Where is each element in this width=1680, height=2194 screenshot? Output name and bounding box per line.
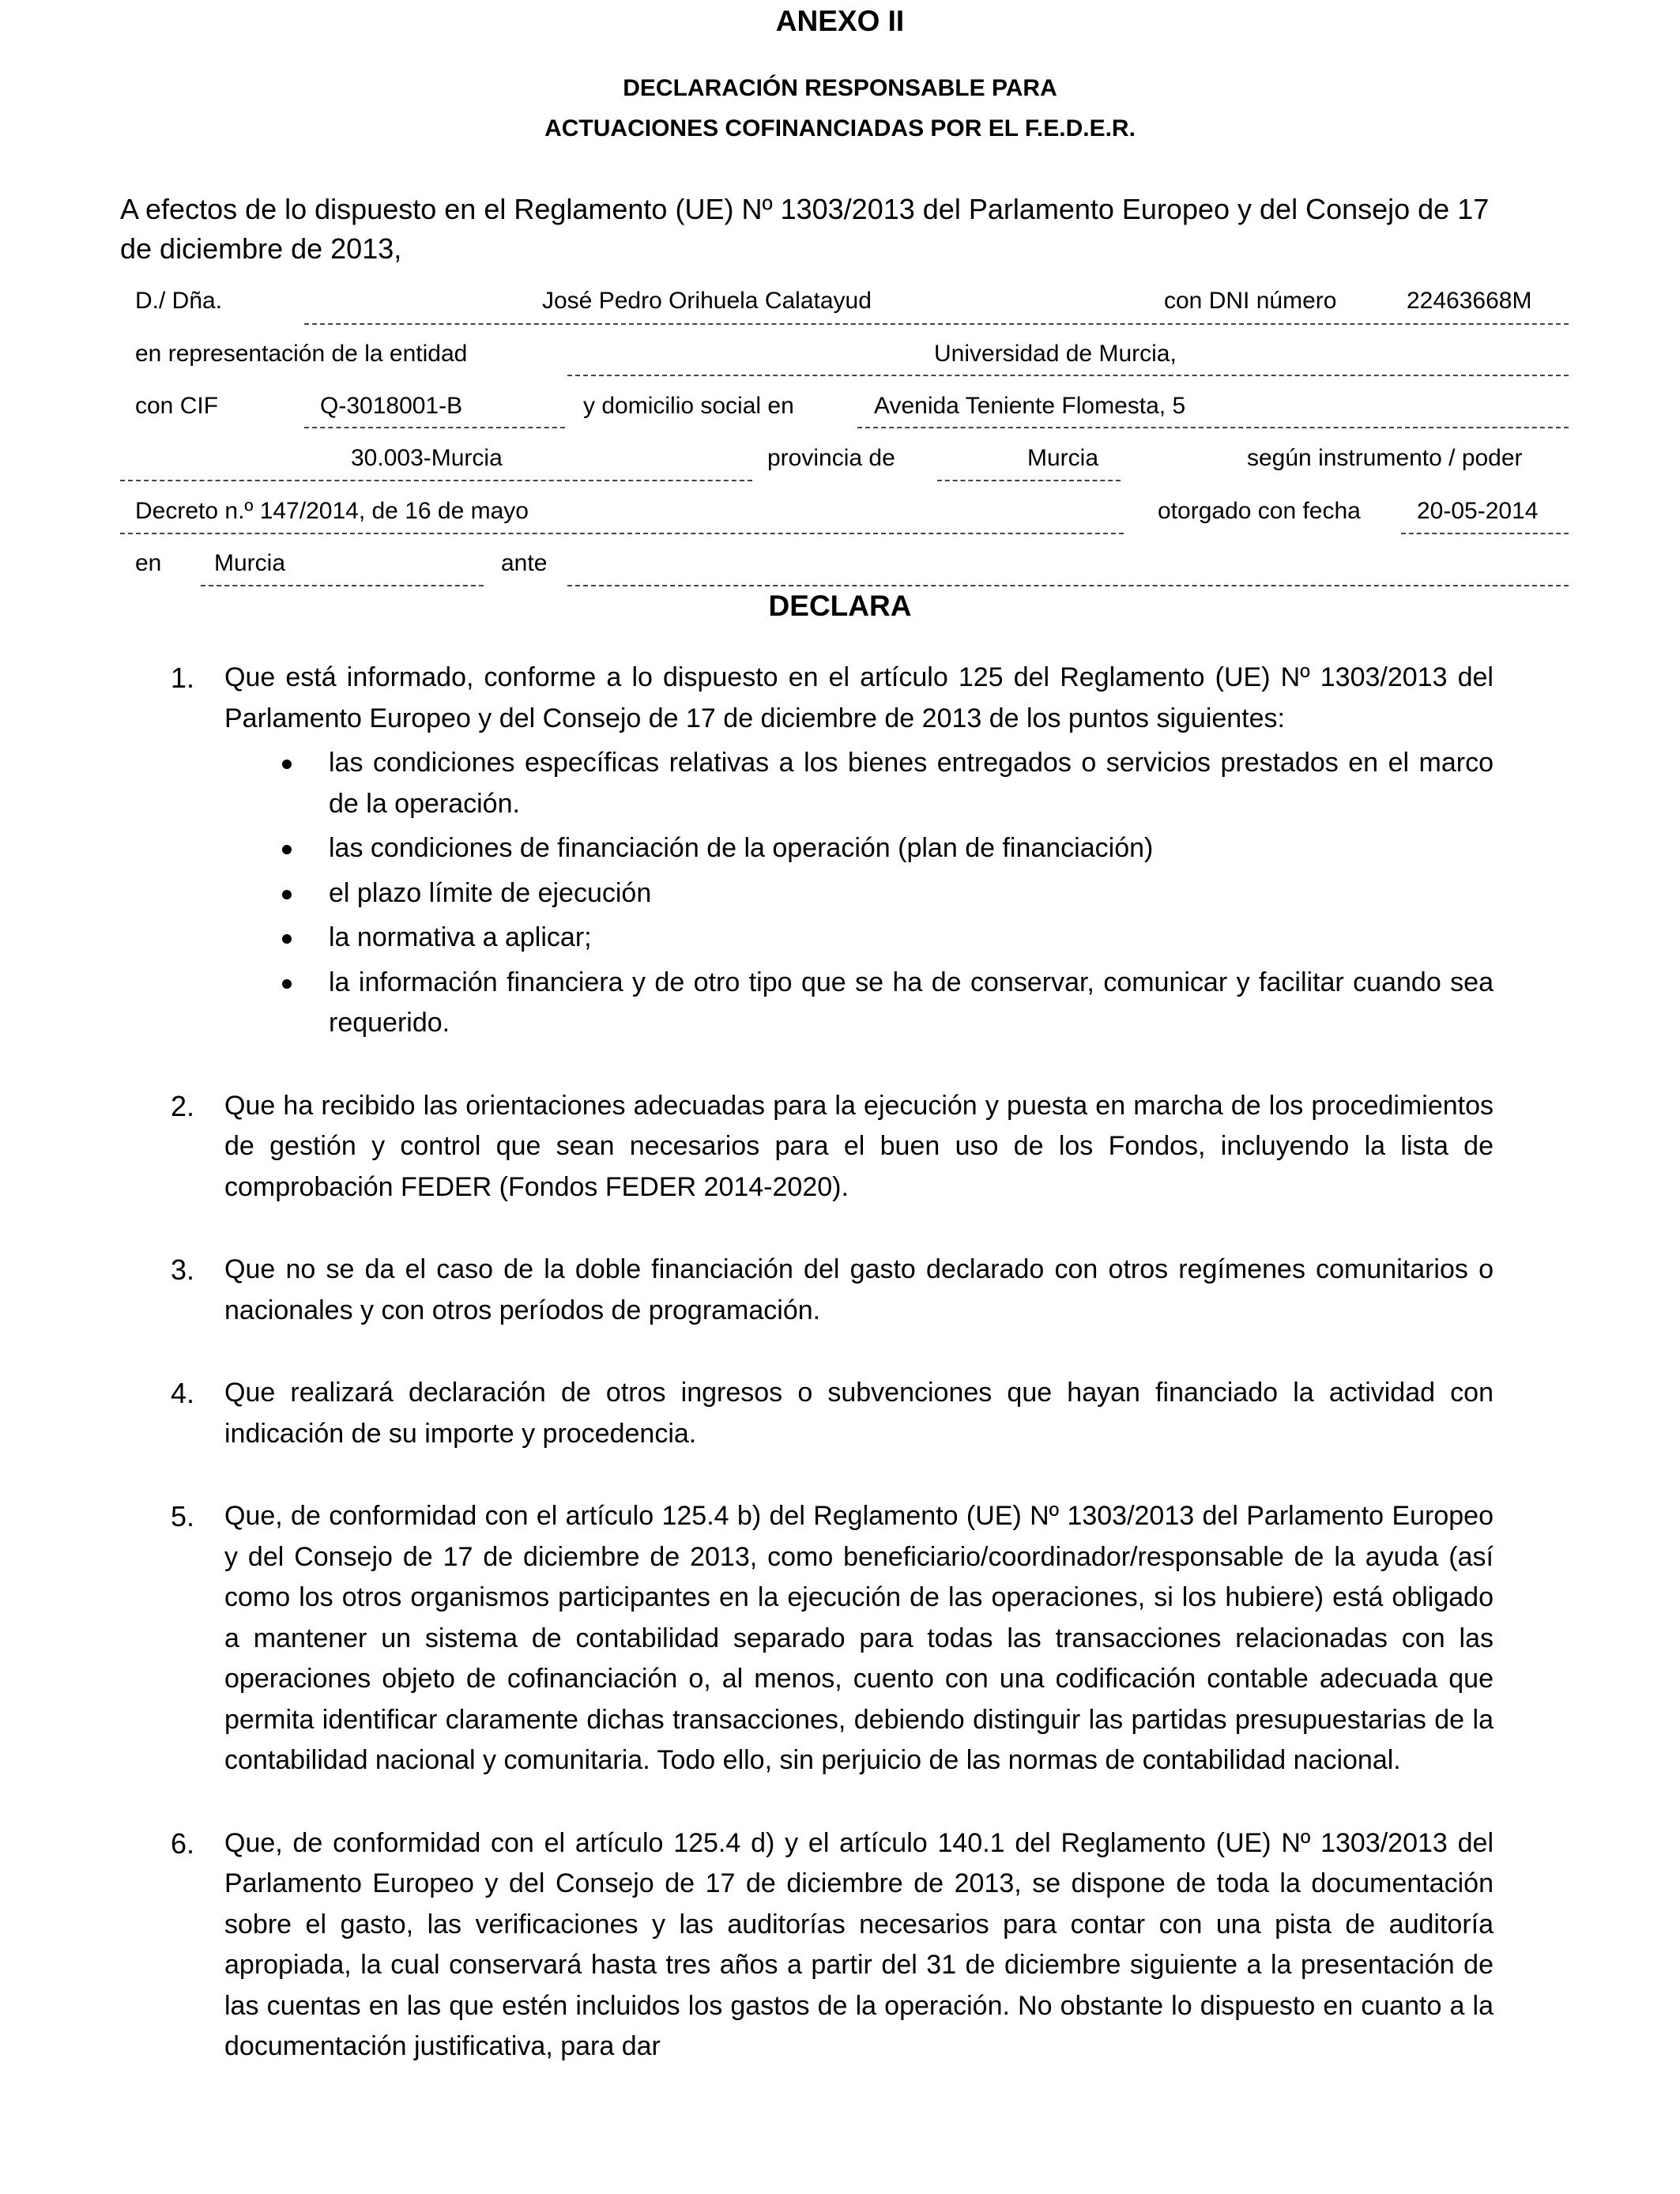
label-cif: con CIF bbox=[135, 393, 219, 419]
field-postal-value: 30.003-Murcia bbox=[351, 445, 503, 471]
field-line-cif bbox=[304, 427, 565, 428]
field-line-date bbox=[1401, 533, 1569, 534]
bullet-icon bbox=[282, 760, 292, 769]
label-address: y domicilio social en bbox=[583, 393, 794, 419]
item-text: Que, de conformidad con el artículo 125.4 b) del Reglamento (UE) Nº 1303/2013 del Parlamento Europeo y del Consejo de 17 de diciembre de 2013, como beneficiario/coordinador/responsable de la ayuda (así como los otros organismos participantes en la ejecución de las operaciones, si los hubiere) está obligado a mantener un sistema de contabilidad separado para todas las transacciones relacionadas con las operaciones objeto de cofinanciación o, al menos, cuento con una codificación contable adecuada que permita identificar claramente dichas transacciones, debiendo distinguir las partidas presupuestarias de la contabilidad nacional y comunitaria. Todo ello, sin perjuicio de las normas de contabilidad nacional. bbox=[224, 1501, 1494, 1775]
bullet-item bbox=[224, 743, 1494, 824]
label-province: provincia de bbox=[767, 445, 895, 471]
item-text: Que está informado, conforme a lo dispuesto en el artículo 125 del Reglamento (UE) Nº 1303/2013 del Parlamento Europeo y del Consejo de 17 de diciembre de 2013 de los puntos siguientes: bbox=[224, 662, 1494, 733]
field-line-instrument bbox=[120, 533, 1124, 534]
declaration-list bbox=[142, 658, 1494, 2109]
field-cif-value: Q-3018001-B bbox=[320, 393, 463, 419]
field-line-name bbox=[304, 323, 1569, 325]
item-number: 1. bbox=[171, 662, 195, 694]
list-item bbox=[142, 1496, 1494, 1781]
declara-heading: DECLARA bbox=[768, 590, 912, 622]
bullet-item bbox=[224, 918, 1494, 959]
field-line-entity bbox=[567, 375, 1569, 376]
field-place-value: Murcia bbox=[214, 550, 286, 576]
item-text: Que ha recibido las orientaciones adecuadas para la ejecución y puesta en marcha de los procedimientos de gestión y control que sean necesarios para el buen uso de los Fondos, incluyendo la lista de comprobación FEDER (Fondos FEDER 2014-2020). bbox=[224, 1090, 1494, 1202]
bullet-item bbox=[224, 963, 1494, 1044]
bullet-text: el plazo límite de ejecución bbox=[329, 877, 652, 908]
list-item bbox=[142, 1086, 1494, 1208]
bullet-icon bbox=[282, 845, 292, 854]
bullet-text: las condiciones de financiación de la operación (plan de financiación) bbox=[329, 833, 1154, 863]
bullet-text: la normativa a aplicar; bbox=[329, 922, 592, 952]
item-number: 3. bbox=[171, 1253, 195, 1286]
title-line-2: ACTUACIONES COFINANCIADAS POR EL F.E.D.E.R. bbox=[544, 115, 1136, 141]
label-in: en bbox=[135, 550, 162, 576]
item-number: 2. bbox=[171, 1089, 195, 1122]
field-date-value: 20-05-2014 bbox=[1417, 498, 1539, 524]
label-date: otorgado con fecha bbox=[1158, 498, 1361, 524]
bullet-icon bbox=[282, 934, 292, 944]
bullet-icon bbox=[282, 979, 292, 989]
intro-paragraph: A efectos de lo dispuesto en el Reglamento (UE) Nº 1303/2013 del Parlamento Europeo y del Consejo de 17 de diciembre de 2013, bbox=[120, 193, 1490, 265]
title-line-1: DECLARACIÓN RESPONSABLE PARA bbox=[623, 75, 1057, 101]
item-text: Que, de conformidad con el artículo 125.4 d) y el artículo 140.1 del Reglamento (UE) Nº 1303/2013 del Parlamento Europeo y del Consejo de 17 de diciembre de 2013, se dispone de toda la documentación sobre el gasto, las verificaciones y las auditorías necesarios para contar con una pista de auditoría apropiada, la cual conservará hasta tres años a partir del 31 de diciembre siguiente a la presentación de las cuentas en las que estén incluidos los gastos de la operación. No obstante lo dispuesto en cuanto a la documentación justificativa, para dar bbox=[224, 1827, 1494, 2061]
field-line-province bbox=[937, 480, 1121, 481]
item-number: 6. bbox=[171, 1826, 195, 1860]
bullet-list bbox=[224, 743, 1494, 1044]
field-province-value: Murcia bbox=[1027, 445, 1099, 471]
field-line-postal bbox=[120, 480, 752, 481]
field-line-place bbox=[201, 585, 484, 586]
list-item bbox=[142, 1250, 1494, 1331]
item-number: 4. bbox=[171, 1377, 195, 1409]
bullet-text: la información financiera y de otro tipo que se ha de conservar, comunicar y facilitar cuando sea requerido. bbox=[329, 967, 1494, 1038]
label-before: ante bbox=[501, 550, 548, 576]
item-text: Que realizará declaración de otros ingresos o subvenciones que hayan financiado la actividad con indicación de su importe y procedencia. bbox=[224, 1378, 1494, 1449]
list-item bbox=[142, 658, 1494, 1044]
label-instrument: según instrumento / poder bbox=[1247, 445, 1523, 471]
bullet-icon bbox=[282, 890, 292, 899]
field-address-value: Avenida Teniente Flomesta, 5 bbox=[874, 393, 1186, 419]
field-instrument-value: Decreto n.º 147/2014, de 16 de mayo bbox=[135, 498, 529, 524]
label-entity: en representación de la entidad bbox=[135, 341, 468, 367]
bullet-item bbox=[224, 828, 1494, 869]
list-item bbox=[142, 1823, 1494, 2068]
annex-title: ANEXO II bbox=[775, 5, 905, 37]
field-line-before bbox=[567, 585, 1569, 586]
label-name: D./ Dña. bbox=[135, 288, 223, 314]
label-dni: con DNI número bbox=[1164, 288, 1337, 314]
bullet-text: las condiciones específicas relativas a los bienes entregados o servicios prestados en el marco de la operación. bbox=[329, 748, 1494, 819]
field-dni-value: 22463668M bbox=[1407, 288, 1532, 314]
field-line-address bbox=[857, 427, 1569, 428]
field-name-value: José Pedro Orihuela Calatayud bbox=[542, 288, 872, 314]
field-entity-value: Universidad de Murcia, bbox=[934, 341, 1177, 367]
list-item bbox=[142, 1373, 1494, 1454]
item-number: 5. bbox=[171, 1500, 195, 1532]
bullet-item bbox=[224, 873, 1494, 914]
item-text: Que no se da el caso de la doble financiación del gasto declarado con otros regímenes comunitarios o nacionales y con otros períodos de programación. bbox=[224, 1254, 1494, 1325]
